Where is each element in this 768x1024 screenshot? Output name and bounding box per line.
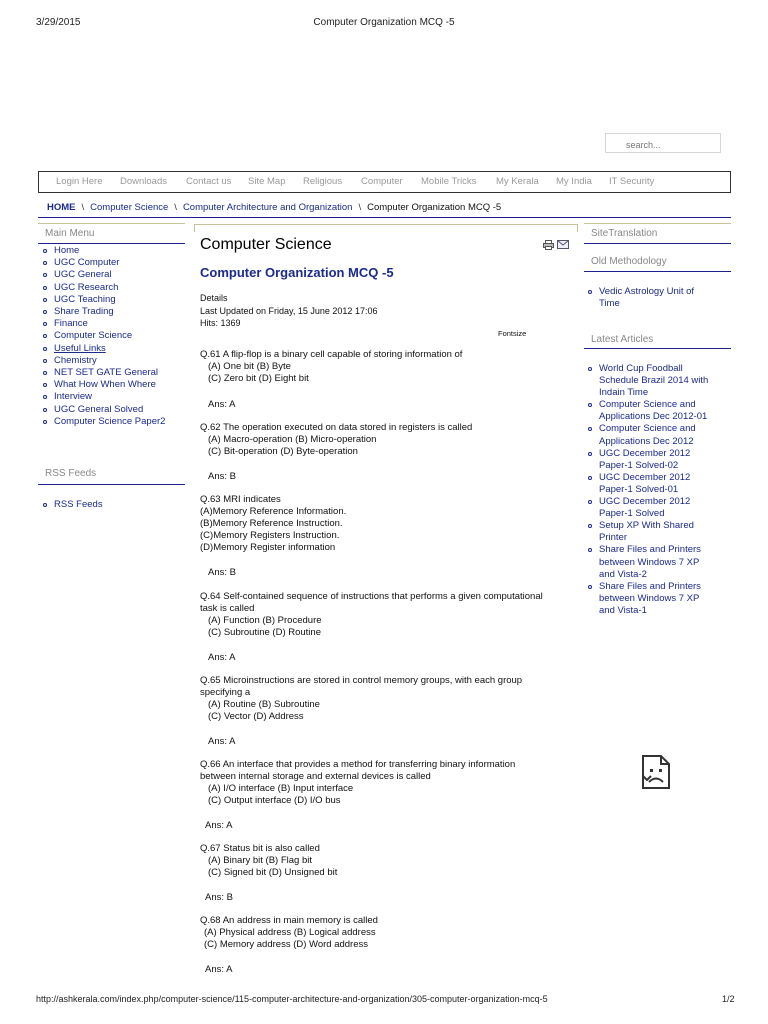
question-option: (A) Binary bit (B) Flag bit [208, 855, 312, 866]
answer: Ans: B [208, 567, 236, 578]
nav-downloads[interactable]: Downloads [120, 176, 167, 187]
main-menu-rule [38, 243, 185, 244]
rss-feed-link[interactable]: RSS Feeds [41, 499, 186, 511]
old-methodology-item[interactable]: Vedic Astrology Unit of Time [586, 286, 716, 310]
menu-item-ugc-teaching[interactable]: UGC Teaching [41, 294, 186, 306]
rss-title: RSS Feeds [45, 468, 97, 479]
menu-item-share-trading[interactable]: Share Trading [41, 306, 186, 318]
latest-article-item[interactable]: Computer Science and Applications Dec 2012 [586, 423, 716, 447]
menu-item-cs-paper2[interactable]: Computer Science Paper2 [41, 416, 186, 428]
nav-it-security[interactable]: IT Security [609, 176, 655, 187]
answer: Ans: A [205, 820, 233, 831]
site-translation-title: SiteTranslation [591, 228, 658, 239]
old-methodology-title: Old Methodology [591, 256, 667, 267]
question-option: (A) Physical address (B) Logical address [204, 927, 376, 938]
breadcrumb-separator: \ [81, 202, 85, 213]
question-option: (C) Bit-operation (D) Byte-operation [208, 446, 358, 457]
question-option: (A) Routine (B) Subroutine [208, 699, 320, 710]
nav-sitemap[interactable]: Site Map [248, 176, 286, 187]
menu-item-ugc-research[interactable]: UGC Research [41, 282, 186, 294]
site-translation-rule [584, 243, 731, 244]
latest-article-item[interactable]: Share Files and Printers between Windows 7 XP and Vista-1 [586, 581, 716, 617]
menu-item-what-how[interactable]: What How When Where [41, 379, 186, 391]
answer: Ans: B [208, 471, 236, 482]
answer: Ans: A [205, 964, 233, 975]
question-option: (C) Vector (D) Address [208, 711, 304, 722]
top-nav [38, 171, 731, 193]
question-option: (A) Macro-operation (B) Micro-operation [208, 434, 377, 445]
question [200, 759, 515, 807]
breadcrumb-home[interactable]: HOME [47, 202, 76, 213]
question [200, 915, 378, 951]
main-menu [41, 245, 186, 428]
breadcrumb-separator: \ [174, 202, 177, 213]
rss-rule [38, 484, 185, 485]
content-frame [194, 224, 578, 232]
fontsize-control[interactable]: Fontsize [498, 329, 527, 338]
latest-articles-list [586, 363, 716, 617]
question-option: (B)Memory Reference Instruction. [200, 518, 343, 529]
question-option: (C) Memory address (D) Word address [204, 939, 369, 950]
right-top-rule [584, 223, 731, 224]
answer: Ans: B [205, 892, 233, 903]
breadcrumb-current: Computer Organization MCQ -5 [367, 202, 502, 213]
question-option: (A) Function (B) Procedure [208, 615, 322, 626]
answer: Ans: A [208, 652, 236, 663]
breadcrumb-item[interactable]: Computer Architecture and Organization [182, 202, 353, 213]
question-text: Q.65 Microinstructions are stored in control memory groups, with each group [200, 675, 523, 686]
question [200, 675, 522, 723]
question-text: Q.68 An address in main memory is called [200, 915, 378, 926]
email-icon[interactable] [557, 240, 569, 249]
menu-item-computer-science[interactable]: Computer Science [41, 330, 186, 342]
nav-my-kerala[interactable]: My Kerala [496, 176, 539, 187]
nav-religious[interactable]: Religious [303, 176, 343, 187]
menu-item-net-set-gate[interactable]: NET SET GATE General [41, 367, 186, 379]
footer-page-number: 1/2 [722, 994, 735, 1004]
question-text-cont: specifying a [200, 687, 251, 698]
question [200, 591, 543, 639]
answer: Ans: A [208, 736, 236, 747]
latest-article-item[interactable]: Setup XP With Shared Printer [586, 520, 716, 544]
question-option: (A) I/O interface (B) Input interface [208, 783, 354, 794]
left-top-rule [38, 223, 185, 224]
question-option: (A)Memory Reference Information. [200, 506, 347, 517]
answer: Ans: A [208, 399, 236, 410]
latest-article-item[interactable]: World Cup Foodball Schedule Brazil 2014 with Indain Time [586, 363, 716, 399]
menu-item-chemistry[interactable]: Chemistry [41, 355, 186, 367]
question-text-cont: task is called [200, 603, 255, 614]
question-option: (C)Memory Registers Instruction. [200, 530, 340, 541]
nav-my-india[interactable]: My India [556, 176, 592, 187]
breadcrumb [47, 202, 501, 213]
section-title: Computer Science [200, 236, 332, 253]
latest-article-item[interactable]: UGC December 2012 Paper-1 Solved-01 [586, 472, 716, 496]
latest-article-item[interactable]: UGC December 2012 Paper-1 Solved [586, 496, 716, 520]
rss-list [41, 499, 186, 511]
question-option: (A) One bit (B) Byte [208, 361, 291, 372]
question-text: Q.64 Self-contained sequence of instructions that performs a given computational [200, 591, 543, 602]
question-text: Q.61 A flip-flop is a binary cell capable of storing information of [200, 349, 463, 360]
question-text: Q.62 The operation executed on data stored in registers is called [200, 422, 473, 433]
nav-login[interactable]: Login Here [56, 176, 103, 187]
old-methodology-list [586, 286, 716, 310]
question-text-cont: between internal storage and external devices is called [200, 771, 431, 782]
last-updated: Last Updated on Friday, 15 June 2012 17:06 [200, 306, 378, 316]
question-option: (C) Signed bit (D) Unsigned bit [208, 867, 338, 878]
print-date: 3/29/2015 [36, 17, 81, 28]
latest-article-item[interactable]: Computer Science and Applications Dec 2012-01 [586, 399, 716, 423]
main-menu-title: Main Menu [45, 228, 95, 239]
question [200, 422, 472, 458]
menu-item-useful-links[interactable]: Useful Links [41, 343, 186, 355]
menu-item-home[interactable]: Home [41, 245, 186, 257]
menu-item-ugc-general-solved[interactable]: UGC General Solved [41, 404, 186, 416]
question [200, 843, 337, 879]
question-text: Q.66 An interface that provides a method for transferring binary information [200, 759, 516, 770]
print-title: Computer Organization MCQ -5 [313, 17, 455, 28]
question-option: (C) Output interface (D) I/O bus [208, 795, 341, 806]
latest-articles-rule [584, 348, 731, 349]
question-text: Q.63 MRI indicates [200, 494, 281, 505]
broken-image-icon [641, 754, 671, 790]
question-option: (C) Zero bit (D) Eight bit [208, 373, 309, 384]
print-icon[interactable] [543, 240, 554, 250]
article-title[interactable]: Computer Organization MCQ -5 [200, 265, 394, 280]
hits-count: Hits: 1369 [200, 318, 241, 328]
old-methodology-rule [584, 271, 731, 272]
breadcrumb-rule [38, 217, 731, 218]
question-text: Q.67 Status bit is also called [200, 843, 320, 854]
search-input[interactable] [605, 133, 721, 153]
footer-url: http://ashkerala.com/index.php/computer-science/115-computer-architecture-and-organization/305-computer-organization-mcq-5 [36, 994, 548, 1004]
menu-item-ugc-general[interactable]: UGC General [41, 269, 186, 281]
question-option: (D)Memory Register information [200, 542, 336, 553]
nav-contact[interactable]: Contact us [186, 176, 232, 187]
menu-item-interview[interactable]: Interview [41, 391, 186, 403]
latest-articles-title: Latest Articles [591, 334, 654, 345]
menu-item-finance[interactable]: Finance [41, 318, 186, 330]
breadcrumb-item[interactable]: Computer Science [90, 202, 169, 213]
details-label: Details [200, 293, 228, 303]
question-option: (C) Subroutine (D) Routine [208, 627, 321, 638]
latest-article-item[interactable]: UGC December 2012 Paper-1 Solved-02 [586, 448, 716, 472]
breadcrumb-separator: \ [358, 202, 362, 213]
latest-article-item[interactable]: Share Files and Printers between Windows 7 XP and Vista-2 [586, 544, 716, 580]
menu-item-ugc-computer[interactable]: UGC Computer [41, 257, 186, 269]
question [200, 494, 346, 554]
nav-mobile-tricks[interactable]: Mobile Tricks [421, 176, 477, 187]
question [200, 349, 462, 385]
nav-computer[interactable]: Computer [361, 176, 403, 187]
